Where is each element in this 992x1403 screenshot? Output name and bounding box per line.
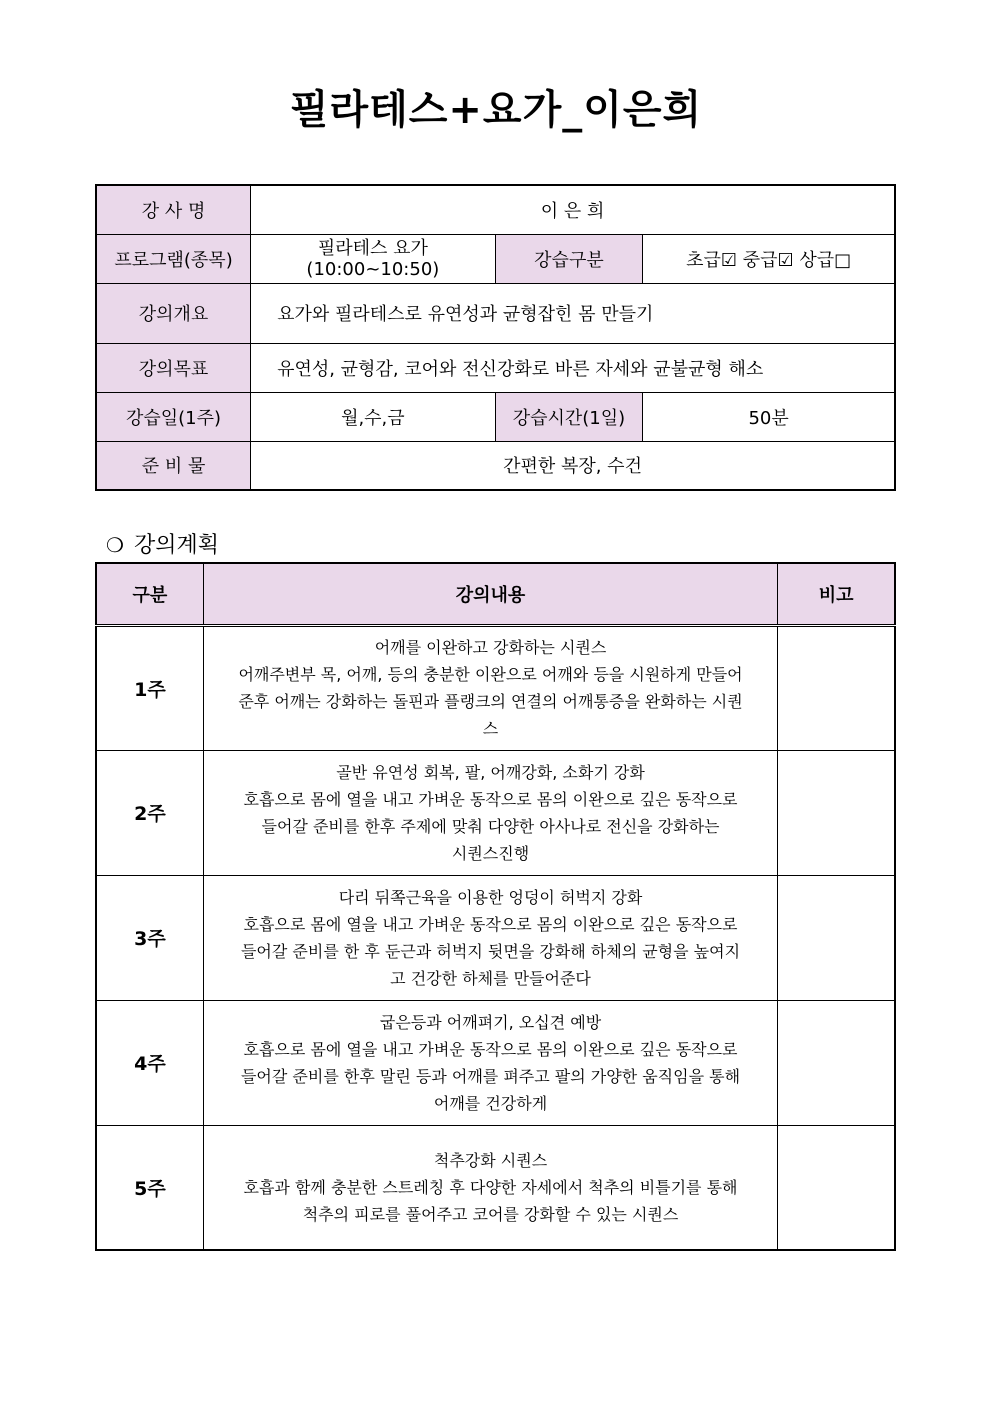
plan-content-line: 호흡으로 몸에 열을 내고 가벼운 동작으로 몸의 이완으로 깊은 동작으로 xyxy=(243,1039,738,1059)
program-value xyxy=(251,234,496,283)
plan-week: 2주 xyxy=(96,750,203,875)
plan-content-line: 어깨주변부 목, 어깨, 등의 충분한 이완으로 어깨와 등을 시원하게 만들어 xyxy=(238,665,743,684)
program-time: (10:00~10:50) xyxy=(306,258,440,280)
overview-label: 강의개요 xyxy=(96,283,251,343)
instructor-row xyxy=(96,185,895,234)
days-row xyxy=(96,392,895,441)
plan-content-line: 어깨를 건강하게 xyxy=(433,1093,548,1113)
plan-row xyxy=(96,1000,895,1125)
plan-content xyxy=(203,875,778,1000)
plan-header-row xyxy=(96,563,895,625)
supplies-label: 준 비 물 xyxy=(96,441,251,490)
plan-content-line: 척추강화 시퀀스 xyxy=(433,1150,548,1170)
plan-week: 3주 xyxy=(96,875,203,1000)
plan-content-line: 척추의 피로를 풀어주고 코어를 강화할 수 있는 시퀀스 xyxy=(302,1204,679,1224)
plan-content-line: 호흡으로 몸에 열을 내고 가벼운 동작으로 몸의 이완으로 깊은 동작으로 xyxy=(243,789,738,809)
plan-row xyxy=(96,1125,895,1250)
overview-value: 요가와 필라테스로 유연성과 균형잡힌 몸 만들기 xyxy=(251,283,895,343)
circle-bullet-icon: ❍ xyxy=(106,533,124,557)
plan-content-line: 다리 뒤쪽근육을 이용한 엉덩이 허벅지 강화 xyxy=(338,887,643,907)
plan-note xyxy=(778,750,895,875)
instructor-value: 이 은 희 xyxy=(251,185,895,234)
plan-note xyxy=(778,1000,895,1125)
plan-week: 4주 xyxy=(96,1000,203,1125)
plan-table xyxy=(95,562,896,1251)
plan-content-line: 어깨를 이완하고 강화하는 시퀀스 xyxy=(374,638,607,657)
plan-content-line: 스 xyxy=(482,719,499,738)
plan-content-line: 굽은등과 어깨펴기, 오십견 예방 xyxy=(379,1012,602,1032)
time-value: 50분 xyxy=(643,392,895,441)
days-value: 월,수,금 xyxy=(251,392,496,441)
plan-content-line: 호흡과 함께 충분한 스트레칭 후 다양한 자세에서 척추의 비틀기를 통해 xyxy=(243,1177,738,1197)
goal-row xyxy=(96,343,895,392)
plan-note xyxy=(778,625,895,750)
program-label: 프로그램(종목) xyxy=(96,234,251,283)
plan-note xyxy=(778,1125,895,1250)
plan-content-line: 들어갈 준비를 한후 말린 등과 어깨를 펴주고 팔의 가양한 움직임을 통해 xyxy=(240,1066,741,1086)
plan-row xyxy=(96,750,895,875)
plan-content-line: 호흡으로 몸에 열을 내고 가벼운 동작으로 몸의 이완으로 깊은 동작으로 xyxy=(243,914,738,934)
goal-value: 유연성, 균형감, 코어와 전신강화로 바른 자세와 균불균형 해소 xyxy=(251,343,895,392)
plan-content xyxy=(203,625,778,750)
supplies-row xyxy=(96,441,895,490)
section-heading xyxy=(106,528,219,559)
page-title: 필라테스+요가_이은희 xyxy=(289,87,703,133)
instructor-label: 강 사 명 xyxy=(96,185,251,234)
time-label: 강습시간(1일) xyxy=(495,392,643,441)
header-content: 강의내용 xyxy=(203,563,778,625)
section-title: 강의계획 xyxy=(133,533,219,558)
header-week: 구분 xyxy=(96,563,203,625)
goal-label: 강의목표 xyxy=(96,343,251,392)
plan-content xyxy=(203,1000,778,1125)
plan-note xyxy=(778,875,895,1000)
plan-content-line: 시퀀스진행 xyxy=(451,843,530,863)
plan-content-line: 고 건강한 하체를 만들어준다 xyxy=(390,968,591,988)
plan-content-line: 준후 어깨는 강화하는 돌핀과 플랭크의 연결의 어깨통증을 완화하는 시퀀 xyxy=(238,692,743,711)
plan-content-line: 들어갈 준비를 한 후 둔근과 허벅지 뒷면을 강화해 하체의 균형을 높여지 xyxy=(240,941,741,961)
plan-week: 5주 xyxy=(96,1125,203,1250)
program-row xyxy=(96,234,895,283)
plan-content xyxy=(203,1125,778,1250)
level-label: 강습구분 xyxy=(495,234,643,283)
program-name: 필라테스 요가 xyxy=(317,237,428,259)
plan-content-line: 골반 유연성 회복, 팔, 어깨강화, 소화기 강화 xyxy=(336,762,645,782)
plan-content xyxy=(203,750,778,875)
overview-row xyxy=(96,283,895,343)
plan-row xyxy=(96,875,895,1000)
supplies-value: 간편한 복장, 수건 xyxy=(251,441,895,490)
info-table xyxy=(95,184,896,491)
days-label: 강습일(1주) xyxy=(96,392,251,441)
plan-week: 1주 xyxy=(96,625,203,750)
level-value: 초급☑ 중급☑ 상급□ xyxy=(643,234,895,283)
header-note: 비고 xyxy=(778,563,895,625)
plan-content-line: 들어갈 준비를 한후 주제에 맞춰 다양한 아사나로 전신을 강화하는 xyxy=(261,816,720,836)
plan-row xyxy=(96,625,895,750)
